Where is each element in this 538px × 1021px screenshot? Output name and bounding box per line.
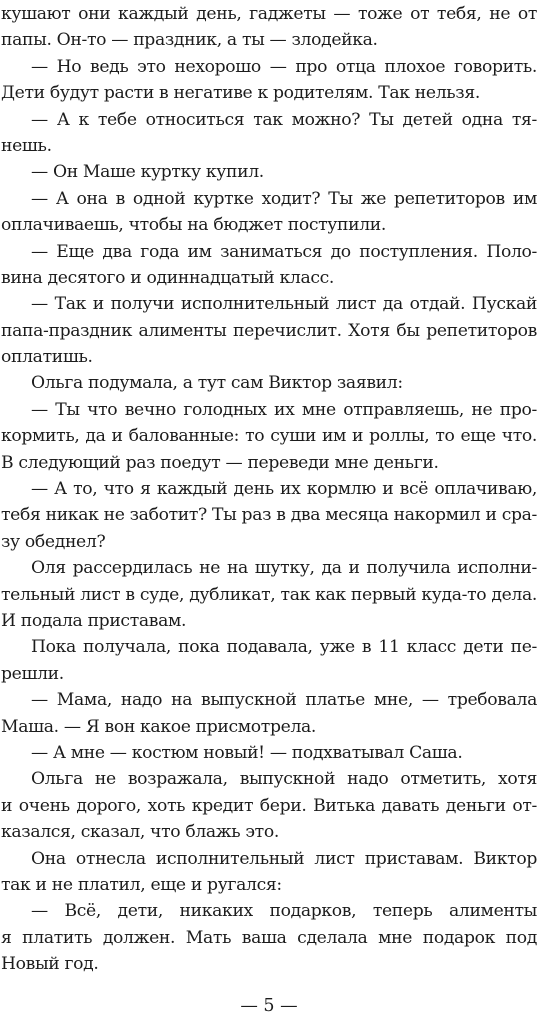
- text-line: В следующий раз поедут — переведи мне деньги.: [1, 452, 439, 473]
- text-line: нешь.: [1, 135, 52, 156]
- text-line: папы. Он-то — праздник, а ты — злодейка.: [1, 30, 378, 51]
- text-line: — А то, что я каждый день их кормлю и всё оплачиваю,: [31, 479, 537, 500]
- text-line: — Ты что вечно голодных их мне отправляешь, не про-: [31, 399, 537, 420]
- text-line: Ольга подумала, а тут сам Виктор заявил:: [31, 373, 403, 394]
- text-line: — А к тебе относиться так можно? Ты детей одна тя-: [31, 109, 537, 130]
- text-line: казался, сказал, что блажь это.: [1, 822, 279, 843]
- text-line: кушают они каждый день, гаджеты — тоже от тебя, не от: [1, 4, 537, 24]
- text-line: оплачиваешь, чтобы на бюджет поступили.: [1, 215, 387, 236]
- text-line: тебя никак не заботит? Ты раз в два месяца накормил и сра-: [1, 505, 537, 526]
- text-line: — Еще два года им заниматься до поступления. Поло-: [31, 241, 537, 262]
- text-line: вина десятого и одиннадцатый класс.: [1, 267, 335, 288]
- text-line: я платить должен. Мать ваша сделала мне подарок под: [1, 927, 537, 948]
- text-line: Оля рассердилась не на шутку, да и получила исполни-: [31, 558, 537, 579]
- text-line: — Он Маше куртку купил.: [31, 162, 264, 183]
- text-line: оплатишь.: [1, 347, 93, 368]
- text-line: Дети будут расти в негативе к родителям. Так нельзя.: [1, 83, 480, 104]
- text-line: тельный лист в суде, дубликат, так как первый куда-то дела.: [1, 584, 537, 605]
- text-line: Ольга не возражала, выпускной надо отметить, хотя: [31, 769, 537, 790]
- text-line: Маша. — Я вон какое присмотрела.: [1, 716, 317, 737]
- text-line: — А мне — костюм новый! — подхватывал Саша.: [31, 742, 463, 763]
- text-line: Новый год.: [1, 954, 99, 975]
- text-line: кормить, да и балованные: то суши им и роллы, то еще что.: [1, 426, 537, 447]
- text-line: решли.: [1, 663, 64, 684]
- text-line: Она отнесла исполнительный лист приставам. Виктор: [31, 848, 537, 869]
- page-number: — 5 —: [240, 996, 298, 1016]
- text-line: и очень дорого, хоть кредит бери. Витька давать деньги от-: [1, 795, 537, 816]
- text-line: папа-праздник алименты перечислит. Хотя бы репетиторов: [1, 320, 537, 341]
- text-line: зу обеднел?: [1, 531, 106, 552]
- text-line: И подала приставам.: [1, 610, 187, 631]
- body-text: [1, 1, 537, 977]
- text-line: Пока получала, пока подавала, уже в 11 класс дети пе-: [31, 637, 537, 658]
- text-line: — Мама, надо на выпускной платье мне, — требовала: [31, 690, 537, 711]
- text-line: — Так и получи исполнительный лист да отдай. Пускай: [31, 294, 537, 315]
- text-line: — А она в одной куртке ходит? Ты же репетиторов им: [31, 188, 537, 209]
- text-line: — Но ведь это нехорошо — про отца плохое говорить.: [31, 56, 537, 77]
- text-line: так и не платил, еще и ругался:: [1, 874, 282, 895]
- text-line: — Всё, дети, никаких подарков, теперь алименты: [31, 901, 537, 922]
